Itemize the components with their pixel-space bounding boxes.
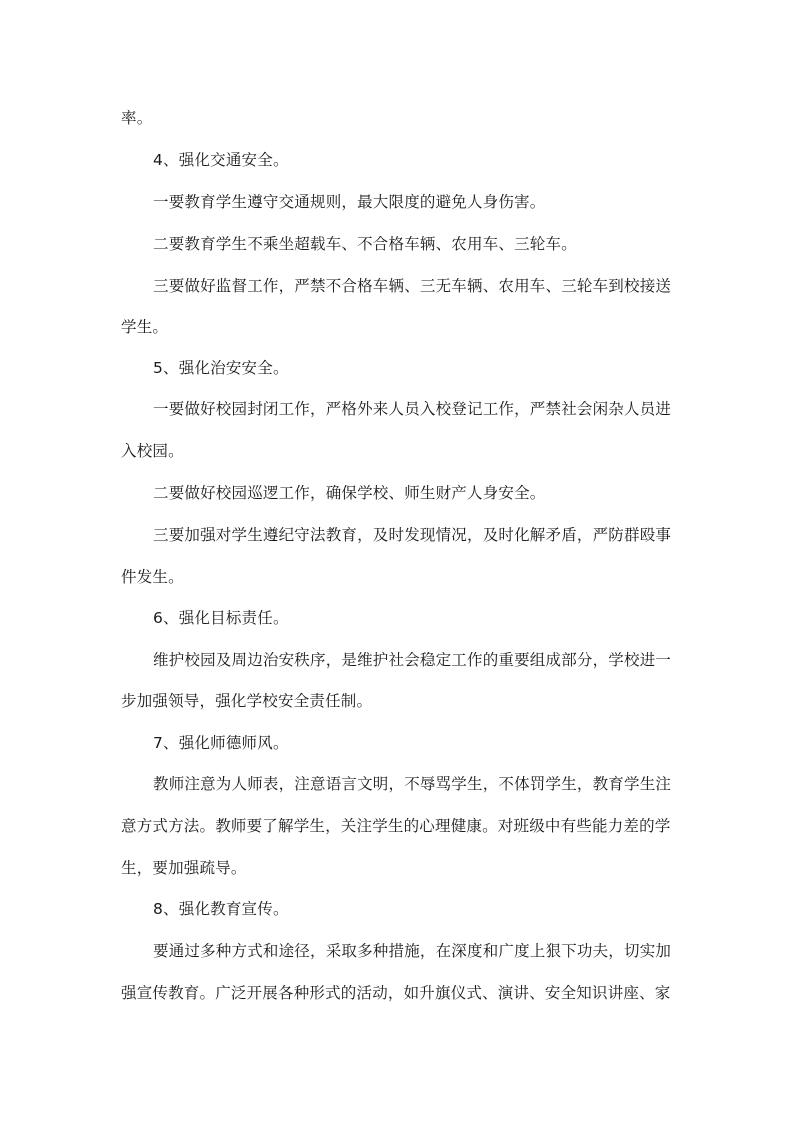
paragraph-line-continuation: 学生。 [121, 318, 169, 336]
paragraph-line: 一要教育学生遵守交通规则，最大限度的避免人身伤害。 [153, 193, 546, 211]
paragraph-line-continuation: 意方式方法。教师要了解学生，关注学生的心理健康。对班级中有些能力差的学 [121, 817, 671, 835]
section-heading-6: 6、强化目标责任。 [153, 609, 289, 627]
paragraph-line: 教师注意为人师表，注意语言文明，不辱骂学生，不体罚学生，教育学生注 [153, 775, 672, 793]
paragraph-line-continuation: 生，要加强疏导。 [121, 859, 247, 877]
section-heading-4: 4、强化交通安全。 [153, 151, 289, 169]
paragraph-line: 二要教育学生不乘坐超载车、不合格车辆、农用车、三轮车。 [153, 235, 577, 253]
paragraph-line-continuation: 步加强领导，强化学校安全责任制。 [121, 692, 373, 710]
paragraph-line: 三要加强对学生遵纪守法教育，及时发现情况，及时化解矛盾，严防群殴事 [153, 526, 672, 544]
paragraph-line: 维护校园及周边治安秩序，是维护社会稳定工作的重要组成部分，学校进一 [153, 651, 672, 669]
paragraph-line: 三要做好监督工作，严禁不合格车辆、三无车辆、农用车、三轮车到校接送 [153, 277, 672, 295]
paragraph-line: 要通过多种方式和途径，采取多种措施，在深度和广度上狠下功夫，切实加 [153, 942, 672, 960]
paragraph-line-continuation: 件发生。 [121, 568, 184, 586]
section-heading-7: 7、强化师德师风。 [153, 734, 289, 752]
section-heading-5: 5、强化治安安全。 [153, 359, 289, 377]
paragraph-line-continuation: 入校园。 [121, 442, 184, 460]
section-heading-8: 8、强化教育宣传。 [153, 900, 289, 918]
paragraph-line-continuation: 率。 [121, 109, 153, 127]
paragraph-line: 二要做好校园巡逻工作，确保学校、师生财产人身安全。 [153, 484, 546, 502]
paragraph-line-continuation: 强宣传教育。广泛开展各种形式的活动，如升旗仪式、演讲、安全知识讲座、家 [121, 984, 671, 1002]
paragraph-line: 一要做好校园封闭工作，严格外来人员入校登记工作，严禁社会闲杂人员进 [153, 400, 672, 418]
